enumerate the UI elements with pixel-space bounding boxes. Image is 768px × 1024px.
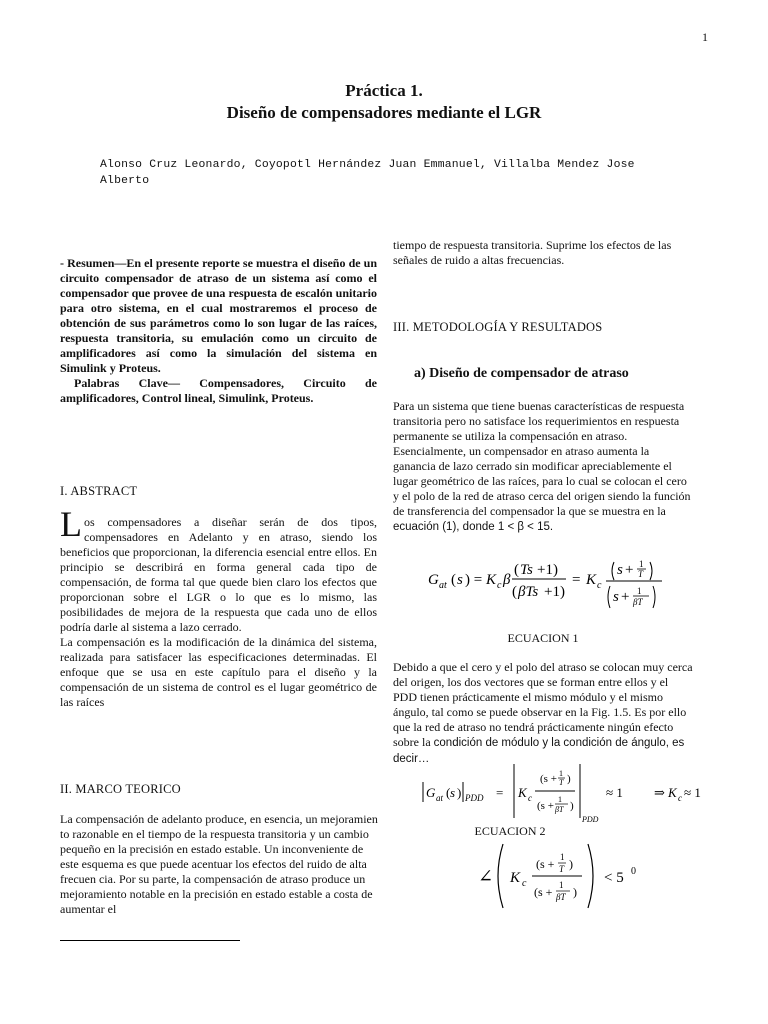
equation-2-label: ECUACION 2: [474, 824, 546, 838]
marco-paragraph: La compensación de adelanto produce, en esencia, un mejoramien to razonable en el tiempo de la respuesta transitoria y un cambio pequeño en la precisión en estado estable. Un inconveniente de este esquema es que puede acentuar los efectos del ruido de alta frecuen cia. Por su parte, la compensación de atraso produce un mejoramiento notable en la precisión en estado estable a costa de aumentar el: [60, 812, 378, 916]
authors-line-2: Alberto: [100, 175, 150, 187]
section-heading-abstract: I. ABSTRACT: [60, 484, 138, 498]
svg-text:=: =: [496, 785, 504, 800]
svg-text:PDD: PDD: [582, 815, 599, 824]
svg-text:(s +: (s +: [536, 857, 555, 871]
svg-text:(s +: (s +: [534, 885, 553, 899]
svg-text:≈ 1: ≈ 1: [684, 785, 701, 800]
title-line-1: Práctica 1.: [345, 81, 423, 100]
lag-paragraph-text: Para un sistema que tiene buenas características de respuesta transitoria pero no satisface los requerimientos en respuesta permanente se utiliza la compensación en atraso. Esencialmente, un compensador en atraso aumenta la ganancia de lazo cerrado sin modificar apreciablemente el lugar geométrico de las raíces, para lo cual se colocan el cero y el polo de la red de atraso cerca del origen siendo la función de transferencia del compensador la que se muestra en la: [393, 399, 691, 518]
svg-text:s: s: [457, 572, 463, 588]
page-title: [0, 80, 768, 124]
svg-text:βT: βT: [556, 892, 566, 902]
abstract-resumen: - Resumen—En el presente reporte se muestra el diseño de un circuito compensador de atraso de un sistema así como el compensador que provee de una respuesta de escalón unitario para otro sistema, en el cual mostraremos el proceso de obtención de sus parámetros como lo son lugar de las raíces, respuesta transitoria, su emulación como un circuito de amplificadores así como la simulación del sistema en Simulink y Proteus.: [60, 256, 377, 375]
svg-text:1: 1: [639, 559, 644, 569]
svg-text:T: T: [559, 864, 565, 874]
svg-text:(: (: [514, 562, 519, 578]
svg-text:at: at: [439, 580, 447, 591]
svg-text:): ): [569, 857, 573, 871]
svg-text:G: G: [426, 785, 436, 800]
svg-text:1: 1: [560, 852, 565, 862]
module-angle-text: Debido a que el cero y el polo del atraso se colocan muy cerca del origen, los dos vectores que se forman entre ellos y el PDD tienen prácticamente el mismo módulo y el mismo ángulo, tal como se puede observar en la Fig. 1.5. Es por ello que la red de atraso no tendrá prácticamente ningún efecto sobre la: [393, 660, 693, 749]
drop-cap: L: [60, 504, 82, 544]
svg-text:=: =: [572, 572, 581, 588]
svg-text:βTs: βTs: [518, 584, 539, 600]
svg-text:): ): [457, 785, 462, 800]
svg-text:K: K: [668, 785, 677, 800]
section-heading-marco: II. MARCO TEORICO: [60, 782, 181, 796]
svg-text:(s +: (s +: [537, 800, 554, 812]
svg-text:): ): [573, 885, 577, 899]
svg-text:1: 1: [559, 769, 563, 778]
svg-text:1: 1: [558, 795, 562, 804]
svg-text:(s +: (s +: [540, 773, 557, 785]
equation-1: [424, 548, 674, 614]
authors-line-1: Alonso Cruz Leonardo, Coyopotl Hernández Juan Emmanuel, Villalba Mendez Jose: [100, 159, 635, 171]
svg-text:1: 1: [637, 586, 642, 596]
subsection-heading-a: a) Diseño de compensador de atraso: [414, 366, 629, 381]
svg-text:K: K: [586, 572, 597, 588]
equation-1-label: ECUACION 1: [507, 631, 579, 645]
svg-text:β: β: [503, 572, 511, 588]
section-heading-metodologia: III. METODOLOGÍA Y RESULTADOS: [393, 320, 603, 334]
svg-text:s: s: [617, 562, 623, 578]
svg-text:≈ 1: ≈ 1: [606, 785, 623, 800]
continuation-paragraph: tiempo de respuesta transitoria. Suprime los efectos de las señales de ruido a altas frecuencias.: [393, 238, 672, 267]
title-line-2: Diseño de compensadores mediante el LGR: [226, 103, 542, 122]
footnote-rule: [60, 940, 240, 941]
abstract-paragraph-2: La compensación es la modificación de la dinámica del sistema, realizada para satisfacer las especificaciones determinadas. El enfoque que se usa en este capítulo para el diseño y la compensación de un sistema de control es el lugar geométrico de las raíces: [60, 635, 377, 709]
svg-text:): ): [570, 800, 574, 812]
svg-text:⇒: ⇒: [654, 785, 665, 800]
svg-text:K: K: [486, 572, 497, 588]
svg-text:+: +: [625, 562, 634, 578]
svg-text:βT: βT: [555, 805, 564, 814]
svg-text:c: c: [522, 878, 527, 889]
svg-text:c: c: [497, 580, 502, 591]
svg-text:βT: βT: [633, 597, 643, 607]
svg-text:< 5: < 5: [604, 870, 624, 886]
page-number: 1: [702, 30, 708, 44]
lag-compensator-paragraph: [393, 399, 693, 535]
svg-text:+1): +1): [544, 584, 565, 600]
svg-text:K: K: [518, 785, 527, 800]
abstract-paragraph-1: [60, 504, 377, 635]
module-angle-paragraph: [393, 660, 693, 767]
svg-text:(: (: [451, 572, 456, 588]
svg-text:PDD: PDD: [465, 793, 484, 803]
keywords: Palabras Clave— Compensadores, Circuito de amplificadores, Control lineal, Simulink, Proteus.: [60, 376, 377, 405]
condition-reference: condición de módulo y la condición de ángulo, es decir…: [393, 737, 685, 765]
equation-2: [418, 760, 701, 826]
equation-3: [476, 838, 646, 914]
svg-text:+1): +1): [537, 562, 558, 578]
svg-text:T: T: [638, 569, 644, 579]
svg-text:0: 0: [631, 866, 636, 877]
svg-text:at: at: [436, 793, 444, 803]
svg-text:s: s: [613, 589, 619, 605]
svg-text:c: c: [678, 793, 682, 803]
equation-reference: ecuación (1), donde 1 < β < 15.: [393, 521, 554, 533]
abstract-paragraph-1-text: os compensadores a diseñar serán de dos tipos, compensadores en Adelanto y en atraso, siendo los beneficios que proporcionan, la diferencia esencial entre ellos. En principio se describirá en forma general cada tipo de compensación, de forma tal que quede bien claro los efectos que proporcionan sobre el LGR o lo que es lo mismo, las posibilidades de mejora de la respuesta que cada uno de ellos podría darle al sistema a lazo cerrado.: [60, 515, 377, 634]
svg-text:(: (: [446, 785, 451, 800]
svg-text:∠: ∠: [478, 866, 494, 886]
svg-text:+: +: [621, 589, 630, 605]
svg-text:c: c: [597, 580, 602, 591]
svg-text:(: (: [512, 584, 517, 600]
svg-text:T: T: [559, 778, 564, 787]
svg-text:Ts: Ts: [520, 562, 533, 578]
svg-text:K: K: [510, 870, 521, 886]
svg-text:1: 1: [559, 880, 564, 890]
svg-text:s: s: [450, 785, 456, 800]
svg-text:c: c: [528, 793, 532, 803]
svg-text:): ): [567, 773, 571, 785]
abstract-body: [60, 504, 377, 710]
svg-text:G: G: [428, 572, 439, 588]
svg-text:) =: ) =: [465, 572, 483, 588]
author-list: [100, 157, 690, 189]
